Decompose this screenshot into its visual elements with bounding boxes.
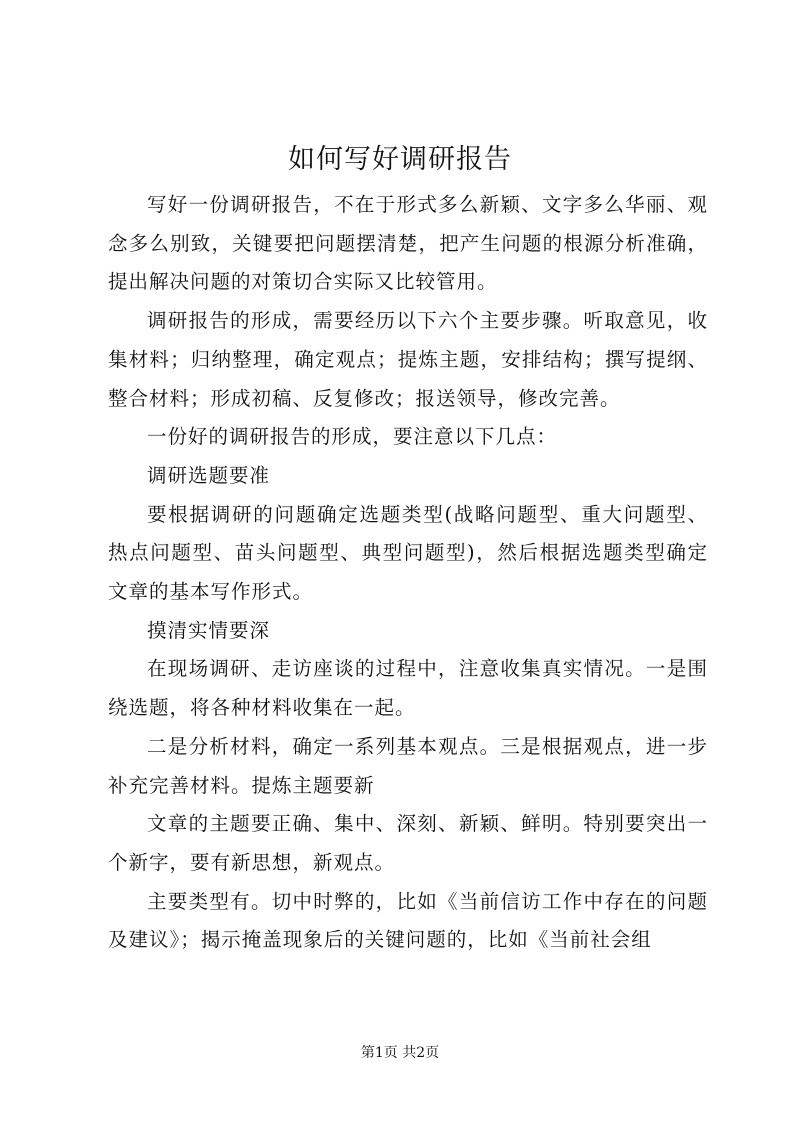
paragraph: 二是分析材料，确定一系列基本观点。三是根据观点，进一步补充完善材料。提炼主题要新	[108, 734, 708, 797]
paragraph: 要根据调研的问题确定选题类型(战略问题型、重大问题型、热点问题型、苗头问题型、典型问题型)，然后根据选题类型确定文章的基本写作形式。	[108, 502, 708, 604]
page-footer: 第1页 共2页	[360, 1045, 440, 1061]
section-heading: 调研选题要准	[147, 463, 271, 487]
paragraph: 主要类型有。切中时弊的，比如《当前信访工作中存在的问题及建议》；揭示掩盖现象后的关键问题的，比如《当前社会组	[108, 889, 708, 952]
paragraph: 调研报告的形成，需要经历以下六个主要步骤。听取意见，收集材料；归纳整理，确定观点；提炼主题，安排结构；撰写提纲、整合材料；形成初稿、反复修改；报送领导，修改完善。	[108, 309, 708, 410]
paragraph: 文章的主题要正确、集中、深刻、新颖、鲜明。特别要突出一个新字，要有新思想，新观点。	[108, 812, 708, 874]
document-body	[108, 186, 708, 960]
paragraph: 写好一份调研报告，不在于形式多么新颖、文字多么华丽、观念多么别致，关键要把问题摆清楚，把产生问题的根源分析准确，提出解决问题的对策切合实际又比较管用。	[108, 193, 708, 294]
paragraph: 一份好的调研报告的形成，要注意以下几点：	[147, 425, 558, 449]
section-heading: 摸清实情要深	[147, 618, 271, 642]
document-title: 如何写好调研报告	[288, 144, 512, 175]
paragraph: 在现场调研、走访座谈的过程中，注意收集真实情况。一是围绕选题，将各种材料收集在一起。	[108, 657, 708, 720]
